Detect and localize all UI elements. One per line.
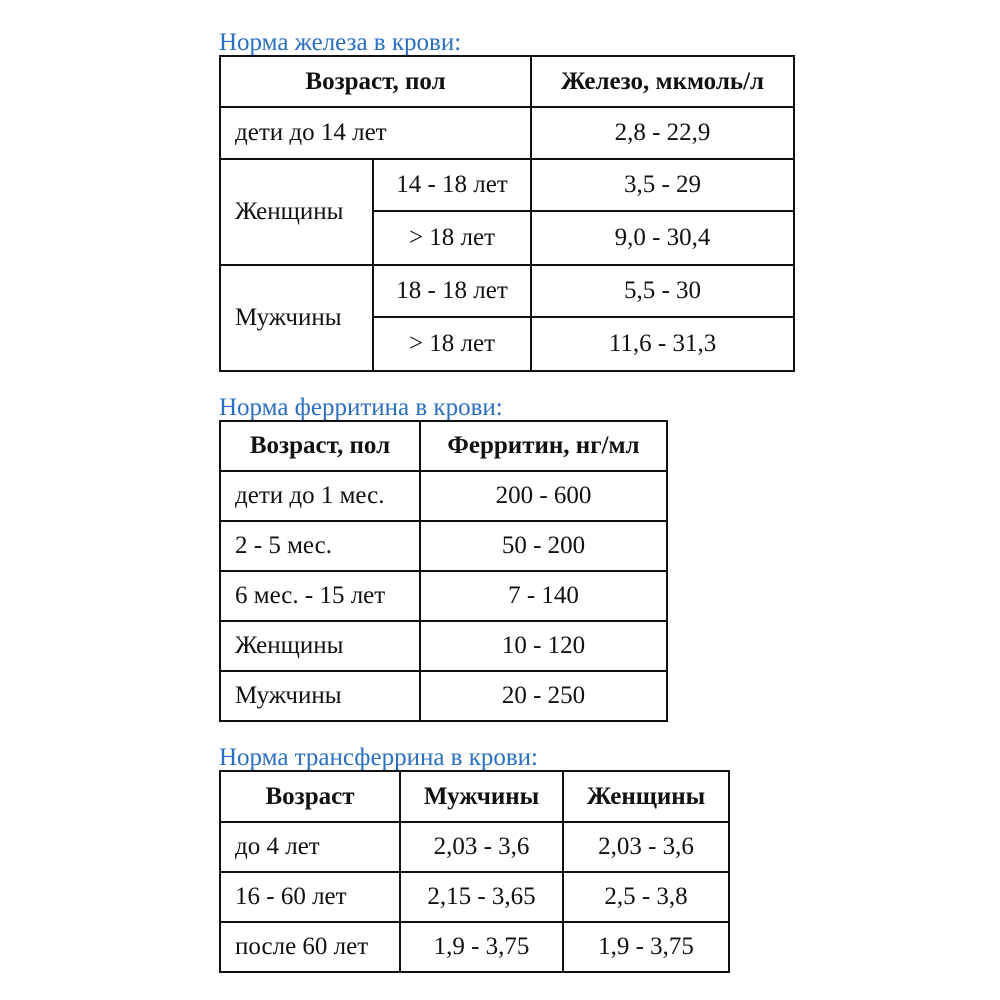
table-header-row	[220, 56, 794, 107]
row-women-value: 1,9 - 3,75	[563, 922, 729, 972]
row-value: 200 - 600	[420, 471, 667, 521]
row-age: 16 - 60 лет	[220, 872, 400, 922]
group-label-women: Женщины	[220, 159, 373, 265]
row-label: дети до 1 мес.	[220, 471, 420, 521]
table-row	[220, 265, 794, 317]
row-value: 3,5 - 29	[531, 159, 794, 211]
header-ferritin: Ферритин, нг/мл	[420, 421, 667, 471]
group-label-men: Мужчины	[220, 265, 373, 371]
row-value: 50 - 200	[420, 521, 667, 571]
table-row	[220, 872, 729, 922]
table-row	[220, 521, 667, 571]
ferritin-norm-table	[219, 420, 668, 722]
row-value: 5,5 - 30	[531, 265, 794, 317]
header-age-sex: Возраст, пол	[220, 56, 531, 107]
row-label: 6 мес. - 15 лет	[220, 571, 420, 621]
header-men: Мужчины	[400, 771, 563, 822]
header-women: Женщины	[563, 771, 729, 822]
header-age-sex: Возраст, пол	[220, 421, 420, 471]
iron-table-title: Норма железа в крови:	[219, 29, 462, 56]
row-age: > 18 лет	[373, 211, 531, 265]
table-row	[220, 822, 729, 872]
row-women-value: 2,5 - 3,8	[563, 872, 729, 922]
row-label: дети до 14 лет	[220, 107, 531, 159]
transferrin-table-title: Норма трансферрина в крови:	[219, 744, 539, 771]
transferrin-norm-table	[219, 770, 730, 973]
table-row	[220, 621, 667, 671]
row-age: 14 - 18 лет	[373, 159, 531, 211]
row-value: 10 - 120	[420, 621, 667, 671]
row-value: 11,6 - 31,3	[531, 317, 794, 371]
row-value: 7 - 140	[420, 571, 667, 621]
table-row	[220, 471, 667, 521]
row-age: > 18 лет	[373, 317, 531, 371]
row-age: 18 - 18 лет	[373, 265, 531, 317]
row-men-value: 2,15 - 3,65	[400, 872, 563, 922]
table-row	[220, 922, 729, 972]
table-header-row	[220, 771, 729, 822]
row-men-value: 1,9 - 3,75	[400, 922, 563, 972]
row-value: 20 - 250	[420, 671, 667, 721]
row-value: 2,8 - 22,9	[531, 107, 794, 159]
row-value: 9,0 - 30,4	[531, 211, 794, 265]
table-row	[220, 571, 667, 621]
header-age: Возраст	[220, 771, 400, 822]
row-men-value: 2,03 - 3,6	[400, 822, 563, 872]
table-header-row	[220, 421, 667, 471]
table-row	[220, 159, 794, 211]
table-row	[220, 107, 794, 159]
row-age: после 60 лет	[220, 922, 400, 972]
row-label: Женщины	[220, 621, 420, 671]
header-iron: Железо, мкмоль/л	[531, 56, 794, 107]
row-label: Мужчины	[220, 671, 420, 721]
iron-norm-table	[219, 55, 795, 372]
row-women-value: 2,03 - 3,6	[563, 822, 729, 872]
table-row	[220, 671, 667, 721]
row-label: 2 - 5 мес.	[220, 521, 420, 571]
row-age: до 4 лет	[220, 822, 400, 872]
ferritin-table-title: Норма ферритина в крови:	[219, 394, 503, 421]
